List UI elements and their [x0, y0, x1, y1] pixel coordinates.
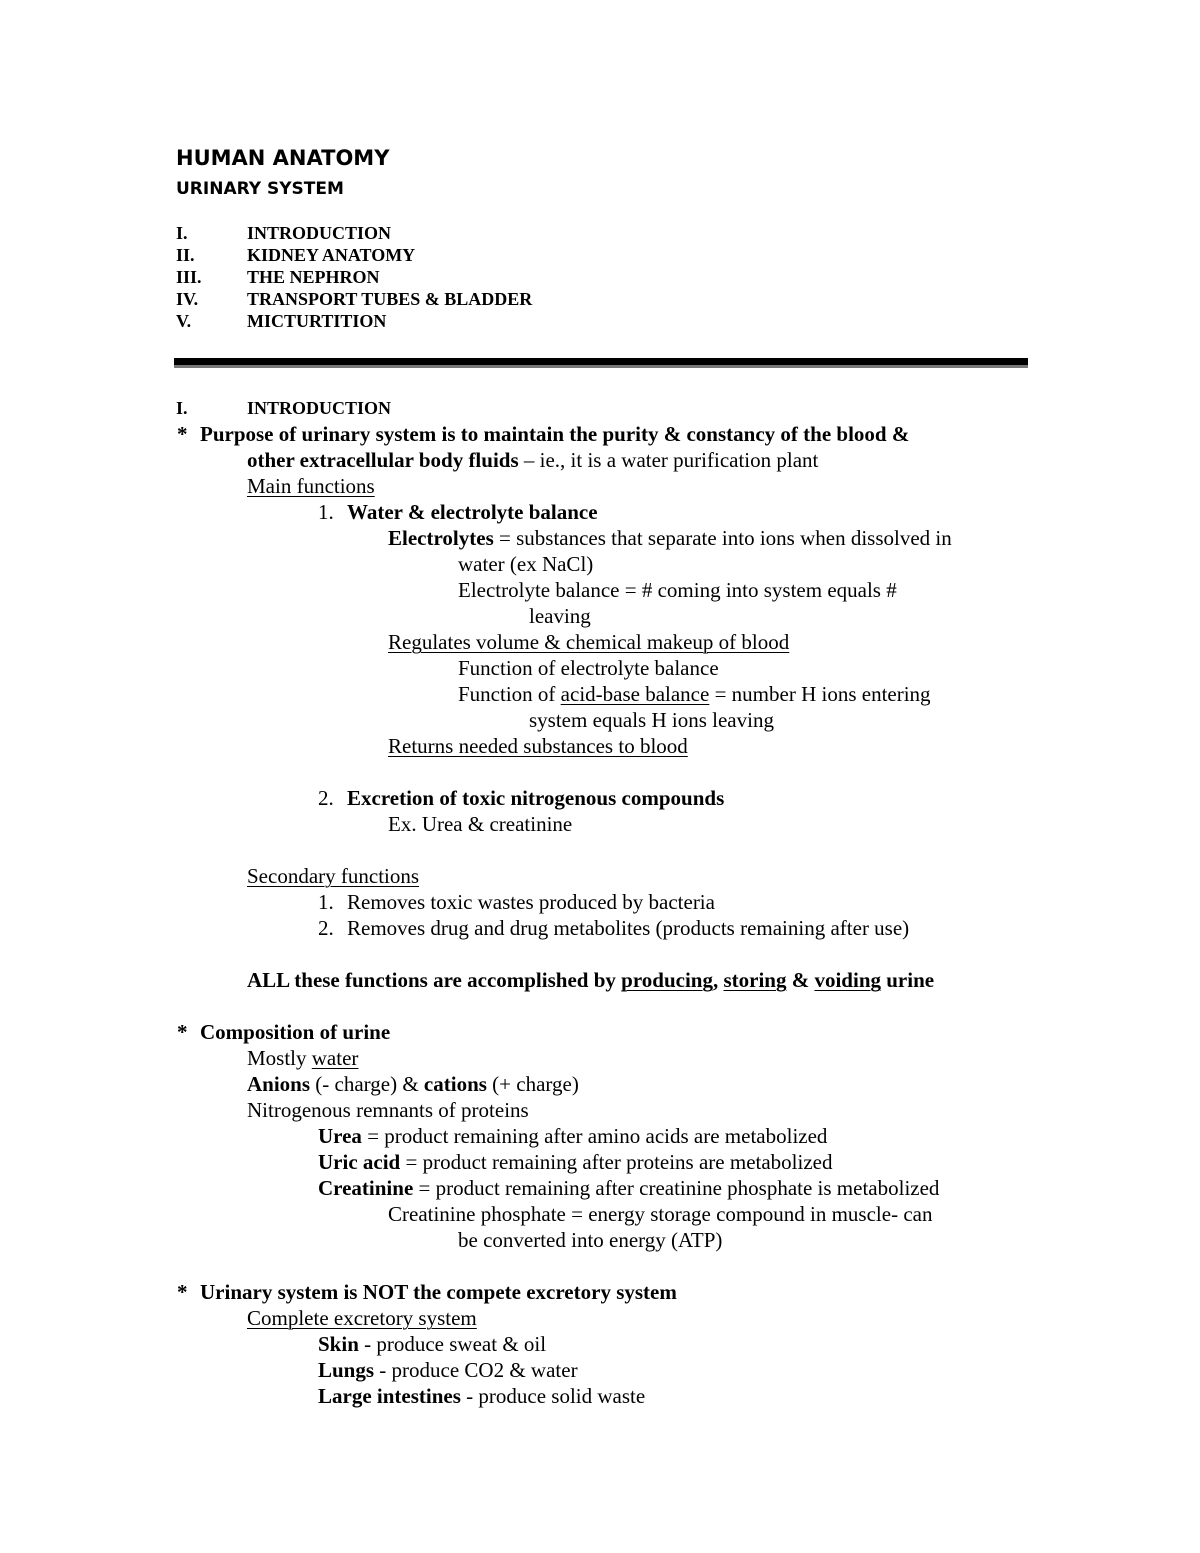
- excretory-large-intestines: Large intestines - produce solid waste: [318, 1384, 646, 1408]
- section-divider: [174, 358, 1028, 365]
- creatinine-definition: Creatinine = product remaining after creatinine phosphate is metabolized: [318, 1176, 940, 1200]
- toc-item-transport-tubes: TRANSPORT TUBES & BLADDER: [247, 289, 533, 309]
- excretory-skin: Skin - produce sweat & oil: [318, 1332, 547, 1356]
- composition-ions: Anions (- charge) & cations (+ charge): [247, 1072, 579, 1096]
- section-num: I.: [176, 398, 188, 418]
- secondary-functions-heading: Secondary functions: [247, 864, 420, 888]
- electrolyte-balance-cont: leaving: [529, 604, 591, 628]
- function-excretion: Excretion of toxic nitrogenous compounds: [347, 786, 725, 810]
- electrolyte-balance: Electrolyte balance = # coming into system equals #: [458, 578, 897, 602]
- electrolytes-definition: Electrolytes = substances that separate into ions when dissolved in: [388, 526, 952, 550]
- bullet-marker: *: [177, 1020, 188, 1044]
- electrolytes-definition-cont: water (ex NaCl): [458, 552, 594, 576]
- secondary-function-1: Removes toxic wastes produced by bacteria: [347, 890, 715, 914]
- function-water-electrolyte: Water & electrolyte balance: [347, 500, 598, 524]
- list-number: 2.: [318, 916, 334, 940]
- list-number: 1.: [318, 500, 334, 524]
- main-functions-heading: Main functions: [247, 474, 375, 498]
- creatinine-phosphate-definition-cont: be converted into energy (ATP): [458, 1228, 723, 1252]
- all-functions-summary: ALL these functions are accomplished by producing, storing & voiding urine: [247, 968, 935, 992]
- toc-num-4: IV.: [176, 289, 199, 309]
- complete-excretory-heading: Complete excretory system: [247, 1306, 477, 1330]
- toc-item-introduction: INTRODUCTION: [247, 223, 392, 243]
- returns-heading: Returns needed substances to blood: [388, 734, 688, 758]
- function-electrolyte-balance: Function of electrolyte balance: [458, 656, 719, 680]
- function-acid-base-cont: system equals H ions leaving: [529, 708, 774, 732]
- excretion-example: Ex. Urea & creatinine: [388, 812, 573, 836]
- purpose-line-2: other extracellular body fluids – ie., it is a water purification plant: [247, 448, 819, 472]
- uric-acid-definition: Uric acid = product remaining after proteins are metabolized: [318, 1150, 833, 1174]
- bullet-marker: *: [177, 1280, 188, 1304]
- purpose-line-1: Purpose of urinary system is to maintain the purity & constancy of the blood &: [200, 422, 910, 446]
- document-subtitle: URINARY SYSTEM: [176, 179, 344, 199]
- toc-num-2: II.: [176, 245, 195, 265]
- toc-item-micturtition: MICTURTITION: [247, 311, 387, 331]
- composition-heading: Composition of urine: [200, 1020, 391, 1044]
- excretory-lungs: Lungs - produce CO2 & water: [318, 1358, 578, 1382]
- function-acid-base: Function of acid-base balance = number H ions entering: [458, 682, 931, 706]
- toc-item-kidney-anatomy: KIDNEY ANATOMY: [247, 245, 416, 265]
- document-title: HUMAN ANATOMY: [176, 146, 390, 170]
- toc-num-3: III.: [176, 267, 202, 287]
- composition-water: Mostly water: [247, 1046, 359, 1070]
- urea-definition: Urea = product remaining after amino acids are metabolized: [318, 1124, 828, 1148]
- section-heading-introduction: INTRODUCTION: [247, 398, 392, 418]
- bullet-marker: *: [177, 422, 188, 446]
- excretory-heading: Urinary system is NOT the compete excretory system: [200, 1280, 677, 1304]
- creatinine-phosphate-definition: Creatinine phosphate = energy storage compound in muscle- can: [388, 1202, 933, 1226]
- secondary-function-2: Removes drug and drug metabolites (products remaining after use): [347, 916, 910, 940]
- composition-nitrogenous: Nitrogenous remnants of proteins: [247, 1098, 529, 1122]
- toc-num-5: V.: [176, 311, 192, 331]
- list-number: 1.: [318, 890, 334, 914]
- list-number: 2.: [318, 786, 334, 810]
- toc-item-nephron: THE NEPHRON: [247, 267, 380, 287]
- toc-num-1: I.: [176, 223, 188, 243]
- regulates-heading: Regulates volume & chemical makeup of blood: [388, 630, 790, 654]
